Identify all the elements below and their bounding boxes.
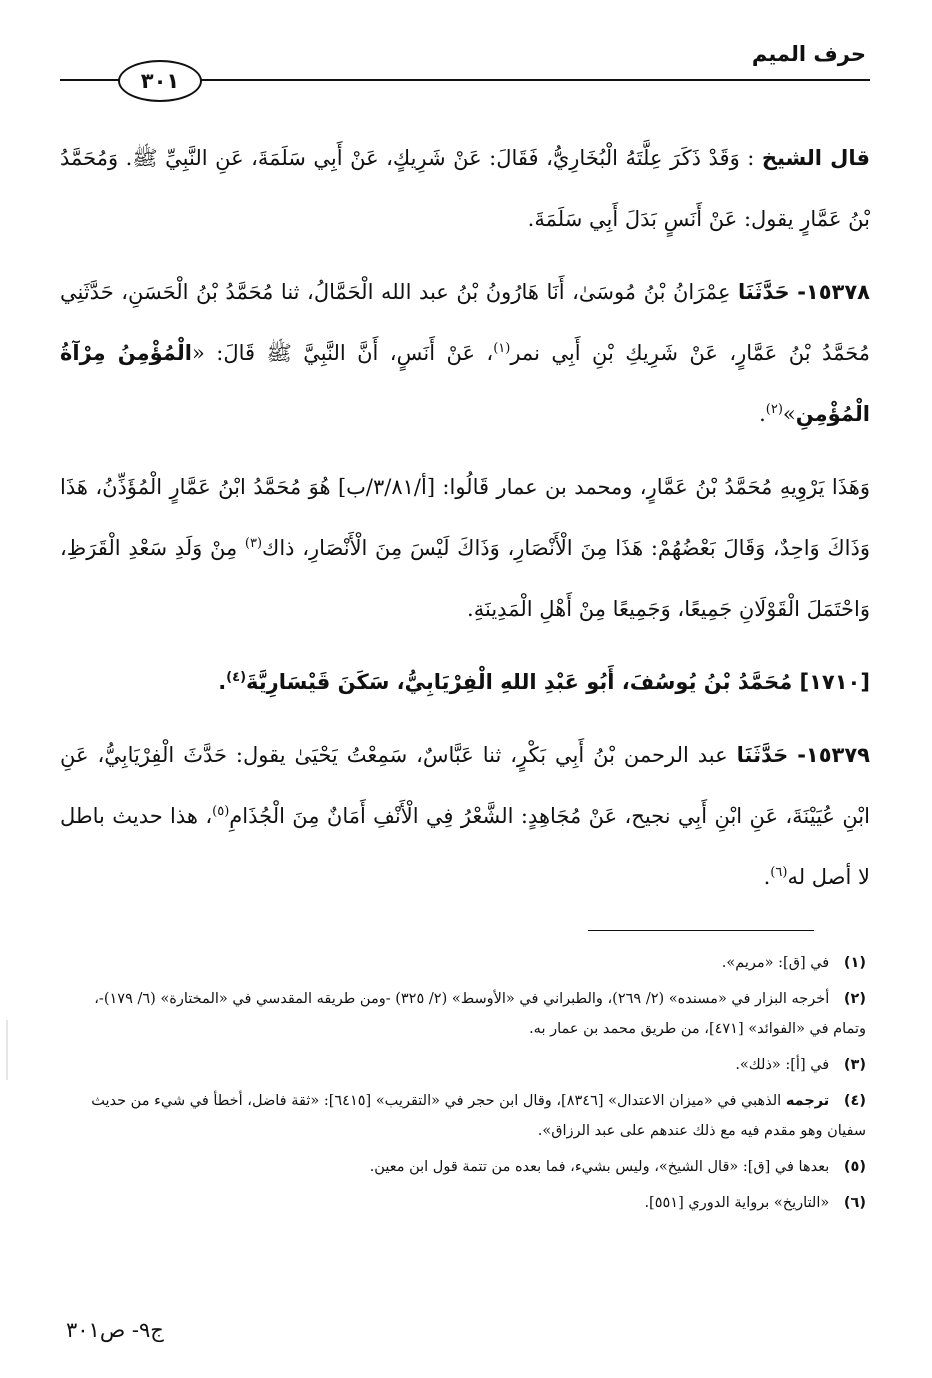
page-number: ٣٠١ <box>140 69 180 93</box>
volume-page-reference: ج٩- ص٣٠١ <box>66 1318 164 1342</box>
quote-close: » <box>782 402 796 426</box>
biography-end: . <box>218 670 227 694</box>
footnote-5 <box>60 1152 866 1182</box>
footnote-1 <box>60 948 866 978</box>
hadith-text: عبد الرحمن بْنُ أَبِي بَكْرٍ، ثنا عَبَّاسٌ، سَمِعْتُ يَحْيَىٰ يقول: حَدَّثَ الْفِرْيَابِيُّ، عَنِ ابْنِ عُيَيْنَةَ، عَنِ ابْنِ أَبِي نجيح، عَنْ مُجَاهِدٍ: الشَّعْرُ فِي الْأَنْفِ أَمَانٌ مِنَ الْجُذَامِ <box>60 743 870 828</box>
footnote-ref-4[interactable]: (٤) <box>226 670 247 685</box>
footnote-3 <box>60 1050 866 1080</box>
footnote-text: الذهبي في «ميزان الاعتدال» [٨٣٤٦]، وقال ابن حجر في «التقريب» [٦٤١٥]: «ثقة فاضل، أخطأ في شيء من حديث سفيان وهو مقدم فيه مع ذلك عندهم على عبد الرزاق». <box>91 1093 866 1139</box>
hadith-matn: الْمُؤْمِنُ مِرْآةُ الْمُؤْمِنِ <box>60 341 870 426</box>
footnote-text: «التاريخ» برواية الدوري [٥٥١]. <box>644 1195 830 1211</box>
scan-margin-mark <box>6 1020 8 1080</box>
hadith-15378 <box>60 262 870 445</box>
footnote-2 <box>60 984 866 1044</box>
footnote-ref-1[interactable]: (١) <box>493 341 511 356</box>
page-number-oval <box>118 60 202 102</box>
biography-text: [١٧١٠] مُحَمَّدُ بْنُ يُوسُفَ، أَبُو عَبْدِ اللهِ الْفِرْيَابِيُّ، سَكَنَ قَيْسَارِيَّةَ <box>246 670 870 694</box>
footnote-text: بعدها في [ق]: «قال الشيخ»، وليس بشيء، فما بعده من تتمة قول ابن معين. <box>369 1159 830 1175</box>
footnote-text: أخرجه البزار في «مسنده» (٢/ ٢٦٩)، والطبراني في «الأوسط» (٢/ ٣٢٥) -ومن طريقه المقدسي في «المختارة» (٦/ ١٧٩)-، وتمام في «الفوائد» [٤٧١]، من طريق محمد بن عمار به. <box>94 991 866 1037</box>
footnote-separator <box>588 930 814 931</box>
footnote-text: في [أ]: «ذلك». <box>735 1057 830 1073</box>
footnote-ref-3[interactable]: (٣) <box>244 536 263 551</box>
footnote-ref-6[interactable]: (٦) <box>770 865 788 880</box>
footnote-number: (٦) <box>843 1195 866 1211</box>
footnote-number: (١) <box>843 955 866 971</box>
running-header-title: حرف الميم <box>751 42 866 66</box>
footnotes <box>60 948 866 1224</box>
hadith-lead: حَدَّثَنَا <box>736 743 789 767</box>
hadith-15379 <box>60 725 870 908</box>
footnote-number: (٤) <box>843 1093 866 1109</box>
footnote-ref-2[interactable]: (٢) <box>765 402 783 417</box>
footnote-number: (٣) <box>843 1057 866 1073</box>
commentary-text: وَهَذَا يَرْوِيهِ مُحَمَّدُ بْنُ عَمَّارٍ، ومحمد بن عمار قَالُوا: [أ/٣/٨١/ب] هُوَ مُحَمَّدُ ابْنُ عَمَّارٍ الْمُؤَذِّنُ، هَذَا وَذَاكَ وَاحِدٌ، وَقَالَ بَعْضُهُمْ: هَذَا مِنَ الْأَنْصَارِ، وَذَاكَ لَيْسَ مِنَ الْأَنْصَارِ، ذاك <box>60 475 871 560</box>
hadith-end: . <box>763 865 771 889</box>
footnote-ref-5[interactable]: (٥) <box>212 804 230 819</box>
main-text <box>60 128 870 908</box>
hadith-number: ١٥٣٧٨- <box>797 280 870 304</box>
hadith-text-cont: ، هذا حديث باطل لا أصل له <box>60 804 870 889</box>
paragraph-commentary <box>60 457 870 640</box>
paragraph-lead: قال الشيخ <box>761 146 870 170</box>
footnote-number: (٥) <box>843 1159 866 1175</box>
hadith-chain: عِمْرَانُ بْنُ مُوسَىٰ، أَنَا هَارُونُ بْنُ عبد الله الْحَمَّالُ، ثنا مُحَمَّدُ بْنُ الْحَسَنِ، حَدَّثَنِي مُحَمَّدُ بْنُ عَمَّارٍ، عَنْ شَرِيكِ بْنِ أَبِي نمر <box>60 280 871 365</box>
biography-heading <box>60 652 870 713</box>
hadith-end: . <box>759 402 766 426</box>
hadith-chain-cont: ، عَنْ أَنَسٍ، أَنَّ النَّبِيَّ ﷺ قَالَ: « <box>191 341 494 365</box>
footnote-6 <box>60 1188 866 1218</box>
footnote-text: في [ق]: «مريم». <box>721 955 830 971</box>
hadith-number: ١٥٣٧٩- <box>797 743 870 767</box>
paragraph-sheikh-comment <box>60 128 870 250</box>
paragraph-text: : وَقَدْ ذَكَرَ عِلَّتَهُ الْبُخَارِيُّ، فَقَالَ: عَنْ شَرِيكٍ، عَنْ أَبِي سَلَمَةَ، عَنِ النَّبِيِّ ﷺ. وَمُحَمَّدُ بْنُ عَمَّارٍ يقول: عَنْ أَنَسٍ بَدَلَ أَبِي سَلَمَةَ. <box>60 146 870 231</box>
hadith-lead: حَدَّثَنَا <box>738 280 790 304</box>
footnote-number: (٢) <box>843 991 866 1007</box>
commentary-text-cont: مِنْ وَلَدِ سَعْدِ الْقَرَظِ، وَاحْتَمَلَ الْقَوْلَانِ جَمِيعًا، وَجَمِيعًا مِنْ أَهْلِ الْمَدِينَةِ. <box>60 536 870 621</box>
footnote-bold: ترجمه <box>785 1093 830 1109</box>
footnote-4 <box>60 1086 866 1146</box>
